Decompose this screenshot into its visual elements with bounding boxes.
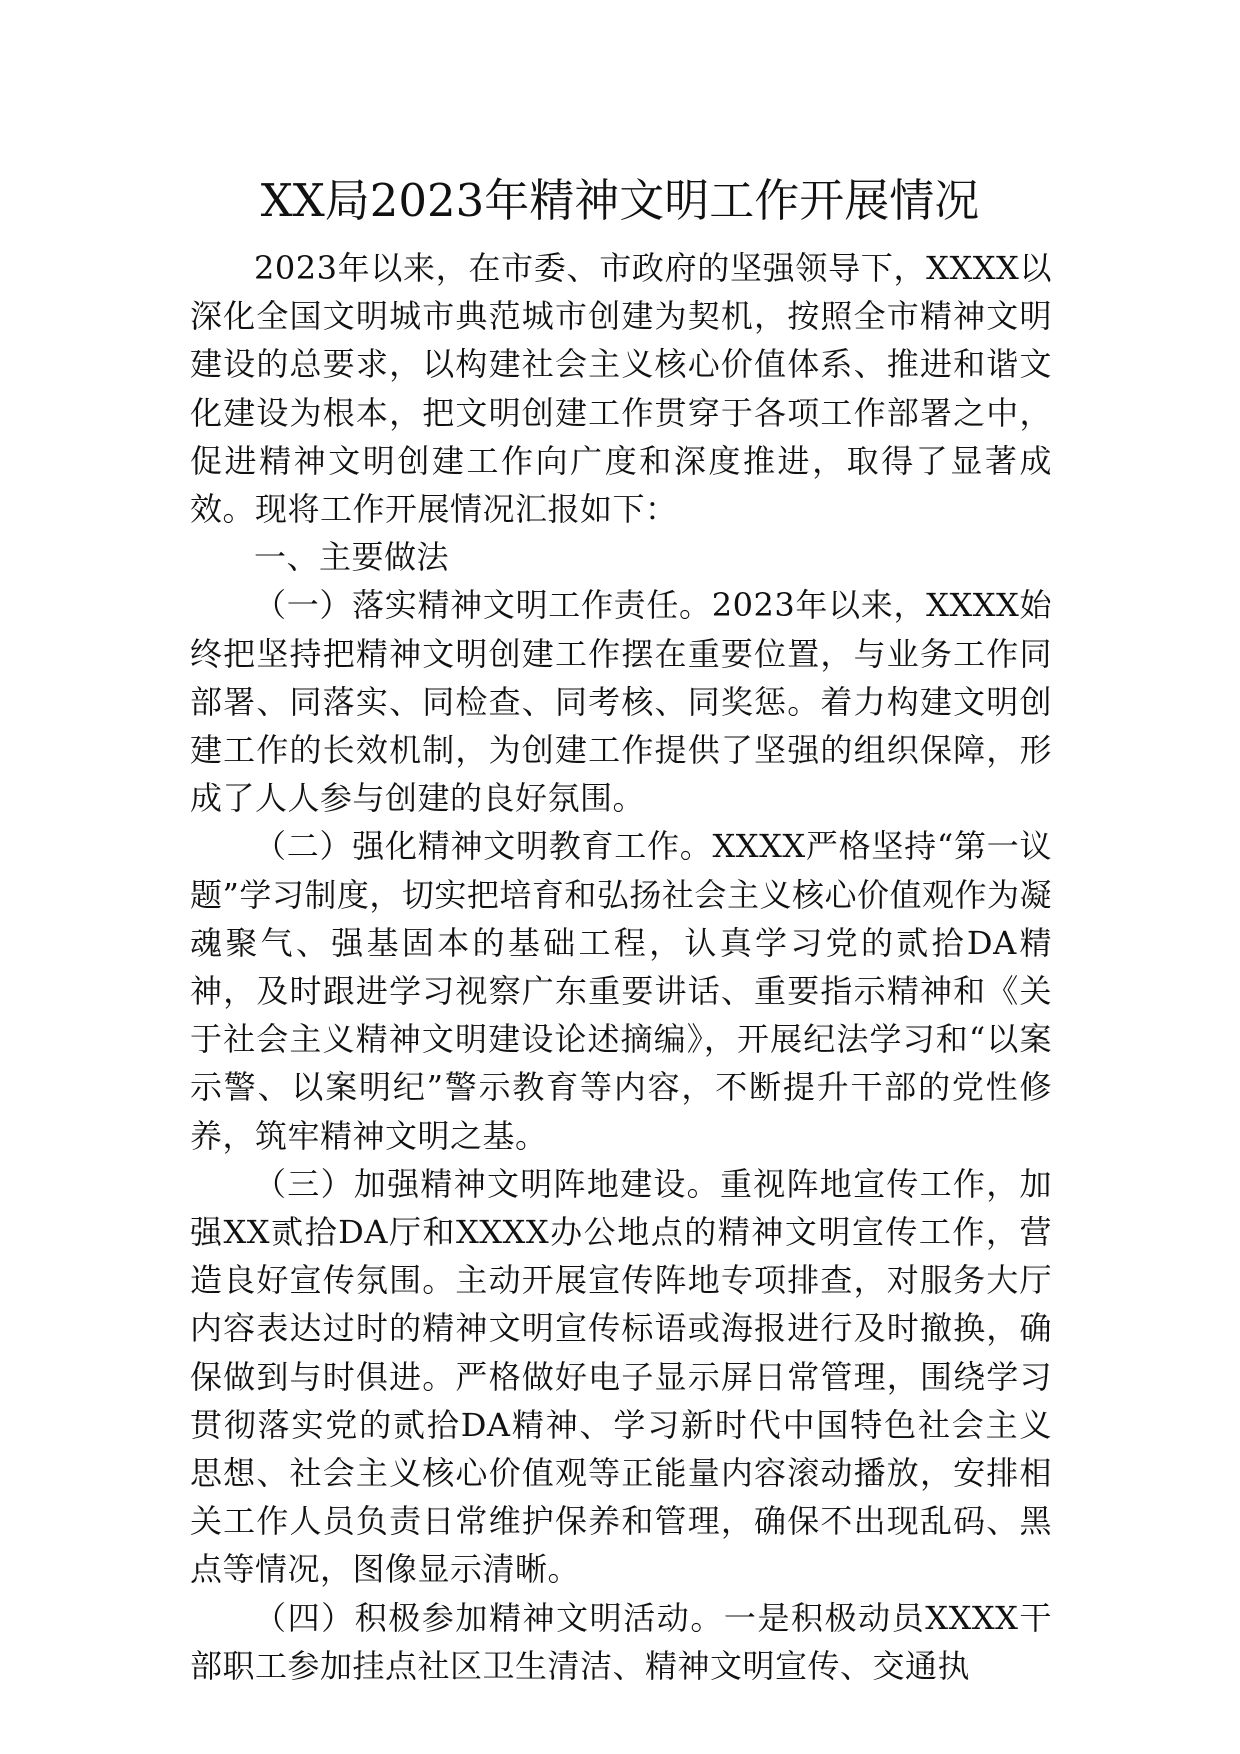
paragraph-3: （三）加强精神文明阵地建设。重视阵地宣传工作，加强XX贰拾DA厅和XXXX办公地点的精神文明宣传工作，营造良好宣传氛围。主动开展宣传阵地专项排查，对服务大厅内容表达过时的精神文明宣传标语或海报进行及时撤换，确保做到与时俱进。严格做好电子显示屏日常管理，围绕学习贯彻落实党的贰拾DA精神、学习新时代中国特色社会主义思想、社会主义核心价值观等正能量内容滚动播放，安排相关工作人员负责日常维护保养和管理，确保不出现乱码、黑点等情况，图像显示清晰。 [190,1164,1052,1589]
paragraph-2: （二）强化精神文明教育工作。XXXX严格坚持“第一议题”学习制度，切实把培育和弘扬社会主义核心价值观作为凝魂聚气、强基固本的基础工程，认真学习党的贰拾DA精神，及时跟进学习视察广东重要讲话、重要指示精神和《关于社会主义精神文明建设论述摘编》，开展纪法学习和“以案示警、以案明纪”警示教育等内容，不断提升干部的党性修养，筑牢精神文明之基。 [190,827,1052,1155]
intro-paragraph: 2023年以来，在市委、市政府的坚强领导下，XXXX以深化全国文明城市典范城市创建为契机，按照全市精神文明建设的总要求，以构建社会主义核心价值体系、推进和谐文化建设为根本，把文明创建工作贯穿于各项工作部署之中，促进精神文明创建工作向广度和深度推进，取得了显著成效。现将工作开展情况汇报如下： [190,249,1052,529]
paragraph-1: （一）落实精神文明工作责任。2023年以来，XXXX始终把坚持把精神文明创建工作摆在重要位置，与业务工作同部署、同落实、同检查、同考核、同奖惩。着力构建文明创建工作的长效机制，为创建工作提供了坚强的组织保障，形成了人人参与创建的良好氛围。 [190,586,1052,818]
document-body [190,244,1052,1690]
section-heading: 一、主要做法 [254,538,450,577]
paragraph-4: （四）积极参加精神文明活动。一是积极动员XXXX干部职工参加挂点社区卫生清洁、精神文明宣传、交通执 [190,1598,1052,1685]
document-title: XX局2023年精神文明工作开展情况 [260,174,980,227]
